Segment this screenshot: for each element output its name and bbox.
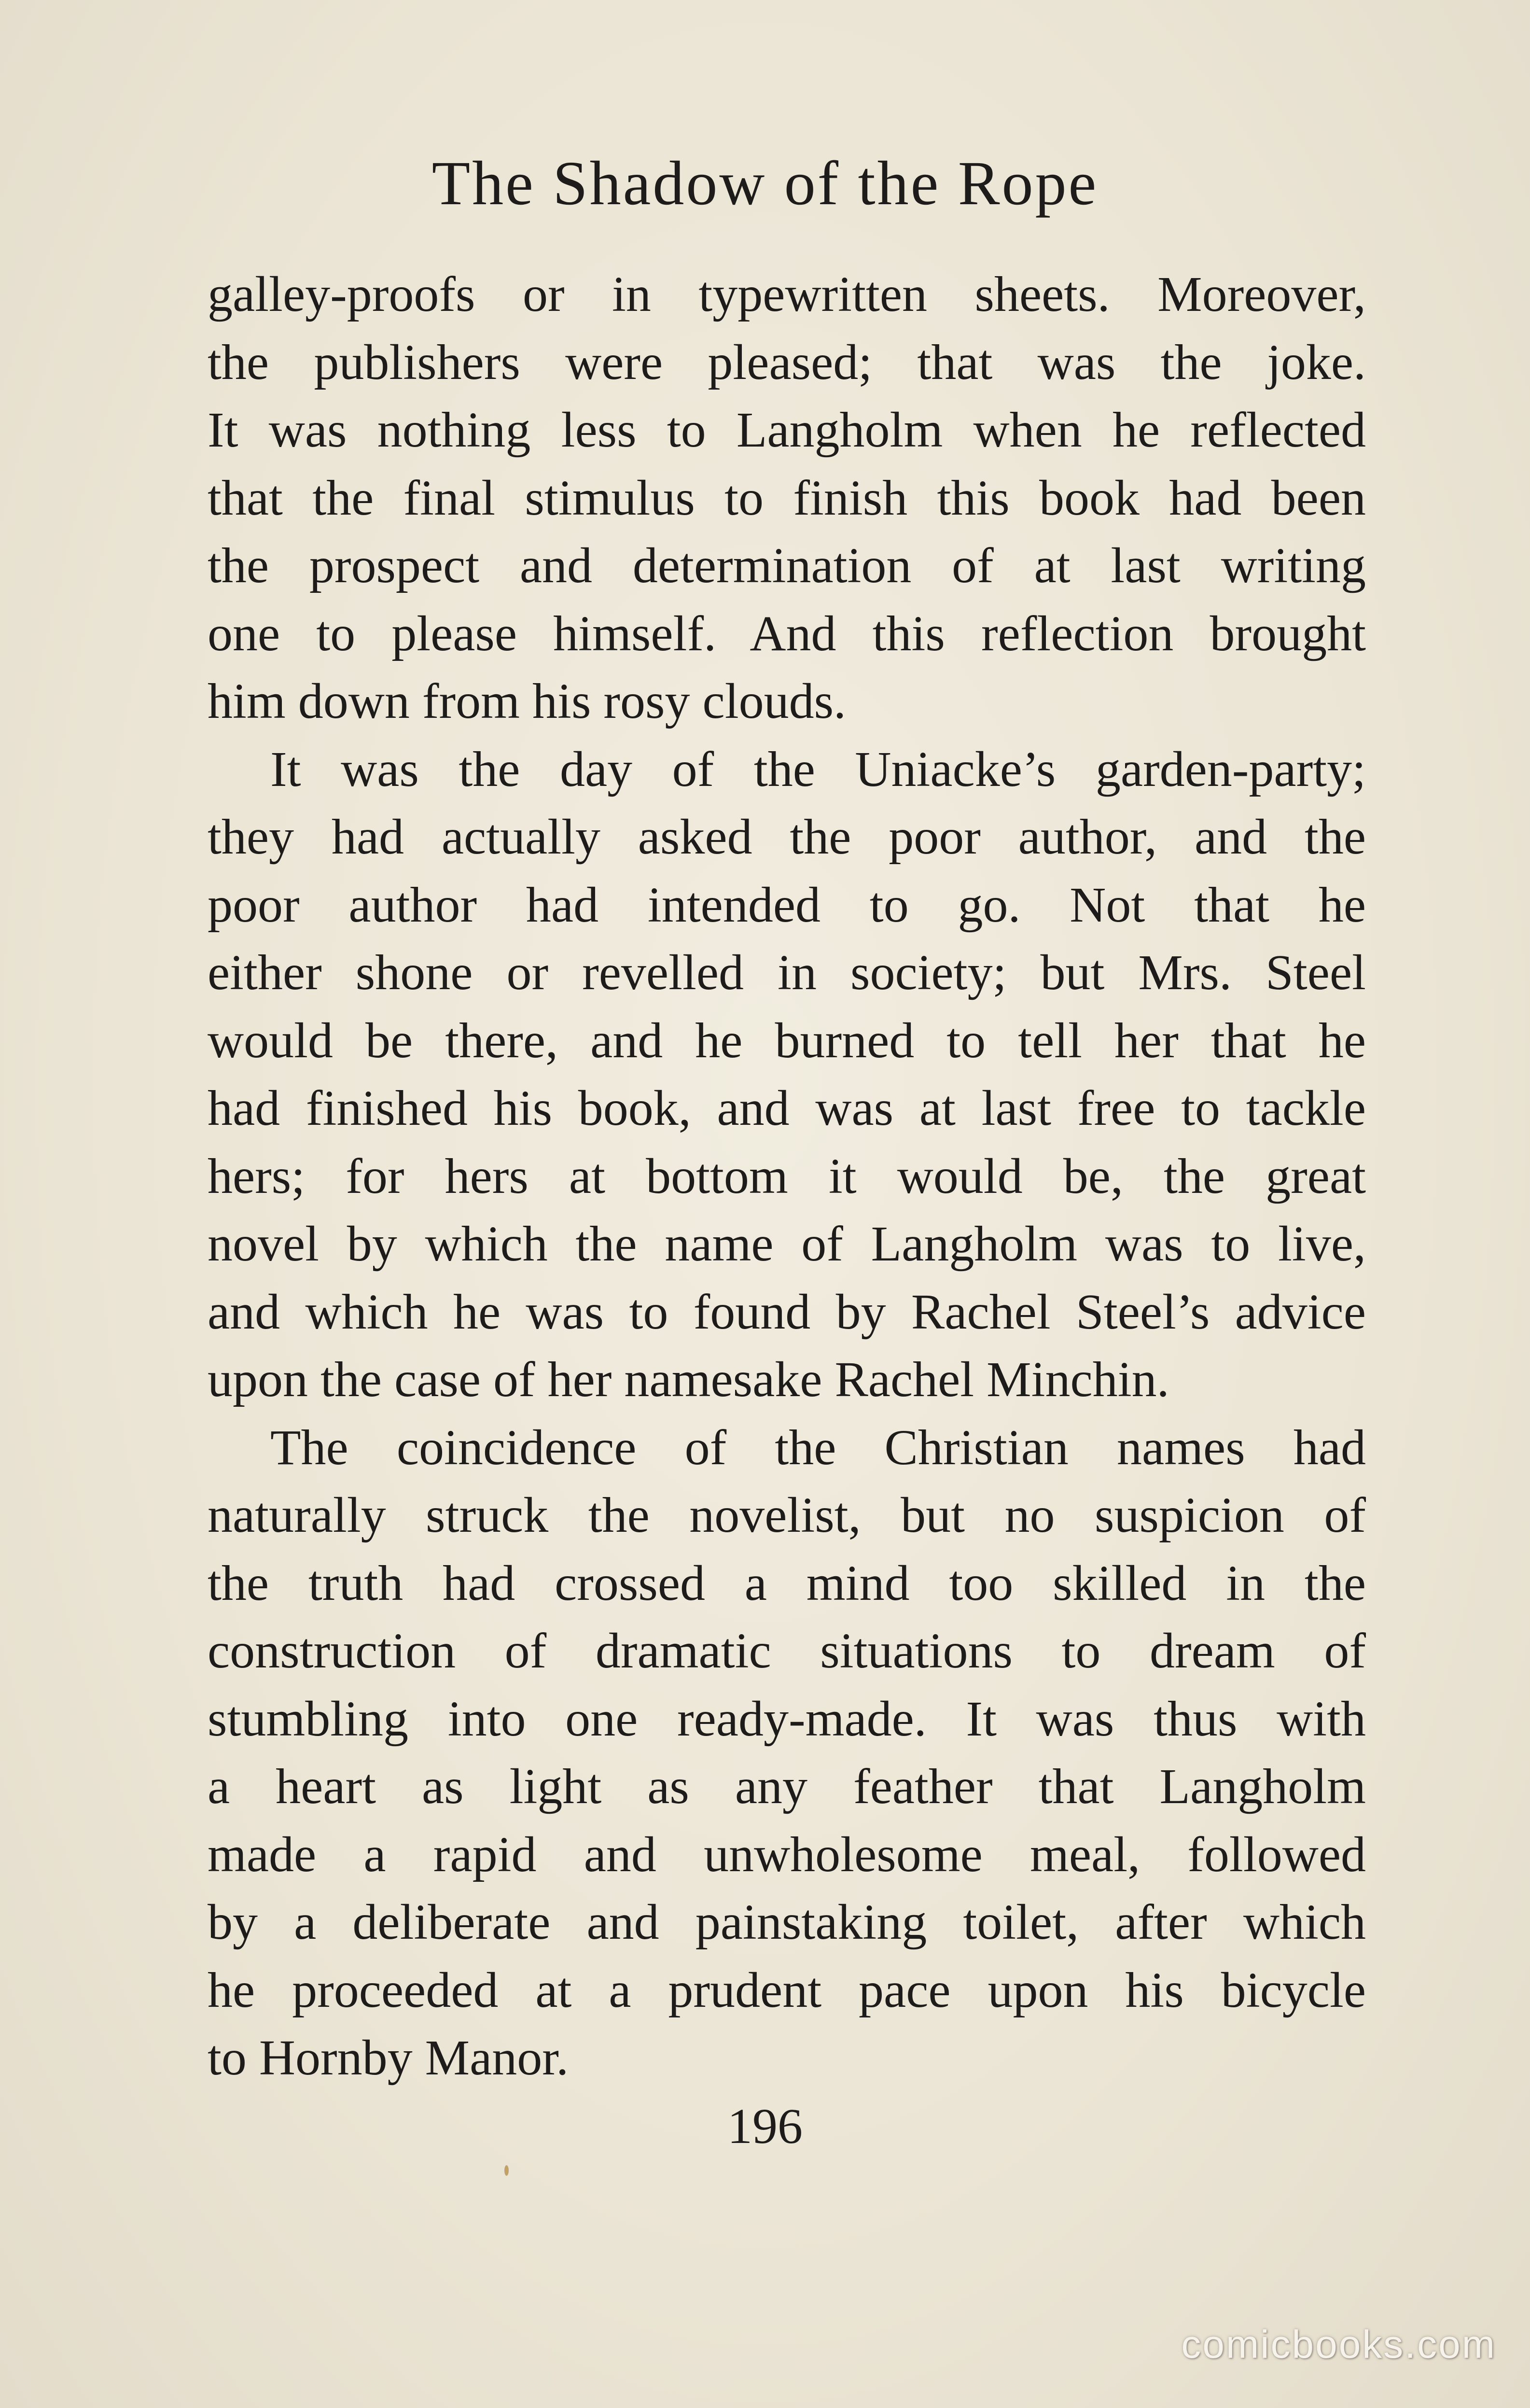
running-head: The Shadow of the Rope bbox=[431, 149, 1099, 218]
text-line: The coincidence of the Christian names had bbox=[270, 1419, 1366, 1475]
text-line: he proceeded at a prudent pace upon his bicycle bbox=[208, 1962, 1366, 2018]
text-line: It was nothing less to Langholm when he reflected bbox=[208, 402, 1366, 458]
text-line: him down from his rosy clouds. bbox=[208, 673, 847, 729]
text-line: to Hornby Manor. bbox=[208, 2030, 569, 2086]
text-line: hers; for hers at bottom it would be, the great bbox=[208, 1148, 1366, 1204]
text-line: one to please himself. And this reflection brought bbox=[208, 605, 1366, 661]
text-line: galley-proofs or in typewritten sheets. Moreover, bbox=[208, 266, 1366, 322]
text-line: stumbling into one ready-made. It was thus with bbox=[208, 1691, 1366, 1747]
text-line: the prospect and determination of at last writing bbox=[208, 538, 1366, 593]
text-line: a heart as light as any feather that Langholm bbox=[208, 1759, 1366, 1814]
text-line: made a rapid and unwholesome meal, followed bbox=[208, 1826, 1366, 1882]
text-line: would be there, and he burned to tell her that he bbox=[208, 1012, 1366, 1068]
paper-speck bbox=[504, 2165, 509, 2176]
text-line: and which he was to found by Rachel Steel’s advice bbox=[208, 1284, 1366, 1340]
text-line: novel by which the name of Langholm was to live, bbox=[208, 1216, 1366, 1272]
text-line: had finished his book, and was at last free to tackle bbox=[208, 1080, 1366, 1136]
text-line: naturally struck the novelist, but no suspicion of bbox=[208, 1487, 1366, 1543]
text-line: poor author had intended to go. Not that he bbox=[208, 877, 1366, 933]
text-line: that the final stimulus to finish this book had been bbox=[208, 470, 1366, 526]
text-line: the truth had crossed a mind too skilled in the bbox=[208, 1555, 1366, 1611]
text-line: construction of dramatic situations to dream of bbox=[208, 1623, 1366, 1679]
text-line: either shone or revelled in society; but Mrs. Steel bbox=[208, 945, 1366, 1000]
text-line: It was the day of the Uniacke’s garden-party; bbox=[270, 741, 1366, 797]
page-number: 196 bbox=[727, 2099, 803, 2154]
text-line: they had actually asked the poor author, and the bbox=[208, 809, 1366, 865]
body-text bbox=[208, 261, 1366, 2092]
text-line: by a deliberate and painstaking toilet, after which bbox=[208, 1894, 1366, 1950]
site-watermark: comicbooks.com bbox=[1181, 2323, 1496, 2366]
text-line: upon the case of her namesake Rachel Minchin. bbox=[208, 1352, 1169, 1407]
text-line: the publishers were pleased; that was the joke. bbox=[208, 334, 1366, 390]
